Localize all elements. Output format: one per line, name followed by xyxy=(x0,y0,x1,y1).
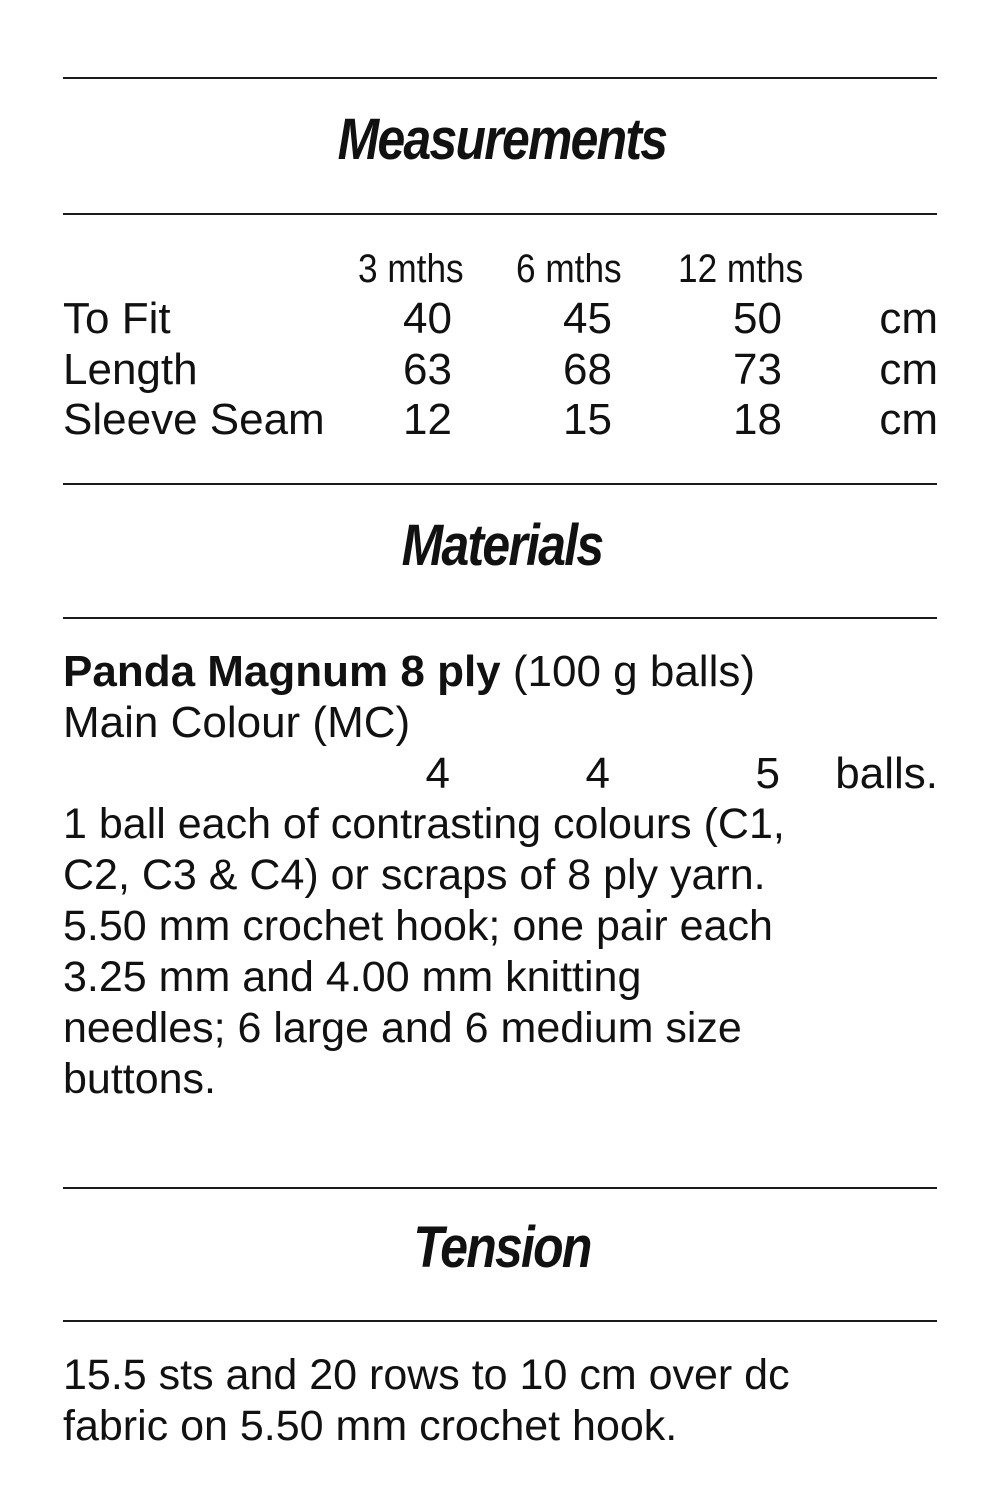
row-unit: cm xyxy=(879,345,938,394)
materials-line: 5.50 mm crochet hook; one pair each xyxy=(63,902,773,950)
row-value: 12 xyxy=(403,395,452,444)
row-value: 45 xyxy=(563,294,612,343)
measurements-heading: Measurements xyxy=(337,107,667,172)
materials-heading: Materials xyxy=(401,513,603,578)
ball-count: 4 xyxy=(585,749,610,798)
ball-count: 4 xyxy=(425,749,450,798)
materials-paragraph xyxy=(63,799,953,1105)
size-header: 6 mths xyxy=(516,247,622,291)
tension-paragraph xyxy=(63,1350,953,1452)
row-label: To Fit xyxy=(63,294,171,343)
yarn-detail: (100 g balls) xyxy=(500,647,755,696)
size-header: 12 mths xyxy=(678,247,804,291)
row-value: 63 xyxy=(403,345,452,394)
size-header: 3 mths xyxy=(358,247,464,291)
tension-heading: Tension xyxy=(413,1215,591,1280)
materials-line: C2, C3 & C4) or scraps of 8 ply yarn. xyxy=(63,851,766,899)
ball-count: 5 xyxy=(755,749,780,798)
divider-rule xyxy=(63,77,937,79)
divider-rule xyxy=(63,1187,937,1189)
row-value: 50 xyxy=(733,294,782,343)
yarn-line xyxy=(63,647,755,697)
divider-rule xyxy=(63,617,937,619)
row-label: Length xyxy=(63,345,198,394)
materials-line: 3.25 mm and 4.00 mm knitting xyxy=(63,953,642,1001)
row-unit: cm xyxy=(879,294,938,343)
row-value: 40 xyxy=(403,294,452,343)
materials-line: 1 ball each of contrasting colours (C1, xyxy=(63,800,785,848)
row-value: 73 xyxy=(733,345,782,394)
row-value: 68 xyxy=(563,345,612,394)
row-unit: cm xyxy=(879,395,938,444)
divider-rule xyxy=(63,213,937,215)
materials-line: buttons. xyxy=(63,1055,216,1103)
row-label: Sleeve Seam xyxy=(63,395,325,444)
tension-line: fabric on 5.50 mm crochet hook. xyxy=(63,1402,678,1450)
divider-rule xyxy=(63,483,937,485)
divider-rule xyxy=(63,1320,937,1322)
ball-unit: balls. xyxy=(835,749,938,798)
yarn-name: Panda Magnum 8 ply xyxy=(63,647,501,696)
row-value: 15 xyxy=(563,395,612,444)
main-colour-label: Main Colour (MC) xyxy=(63,698,411,747)
materials-line: needles; 6 large and 6 medium size xyxy=(63,1004,742,1052)
row-value: 18 xyxy=(733,395,782,444)
tension-line: 15.5 sts and 20 rows to 10 cm over dc xyxy=(63,1351,790,1399)
